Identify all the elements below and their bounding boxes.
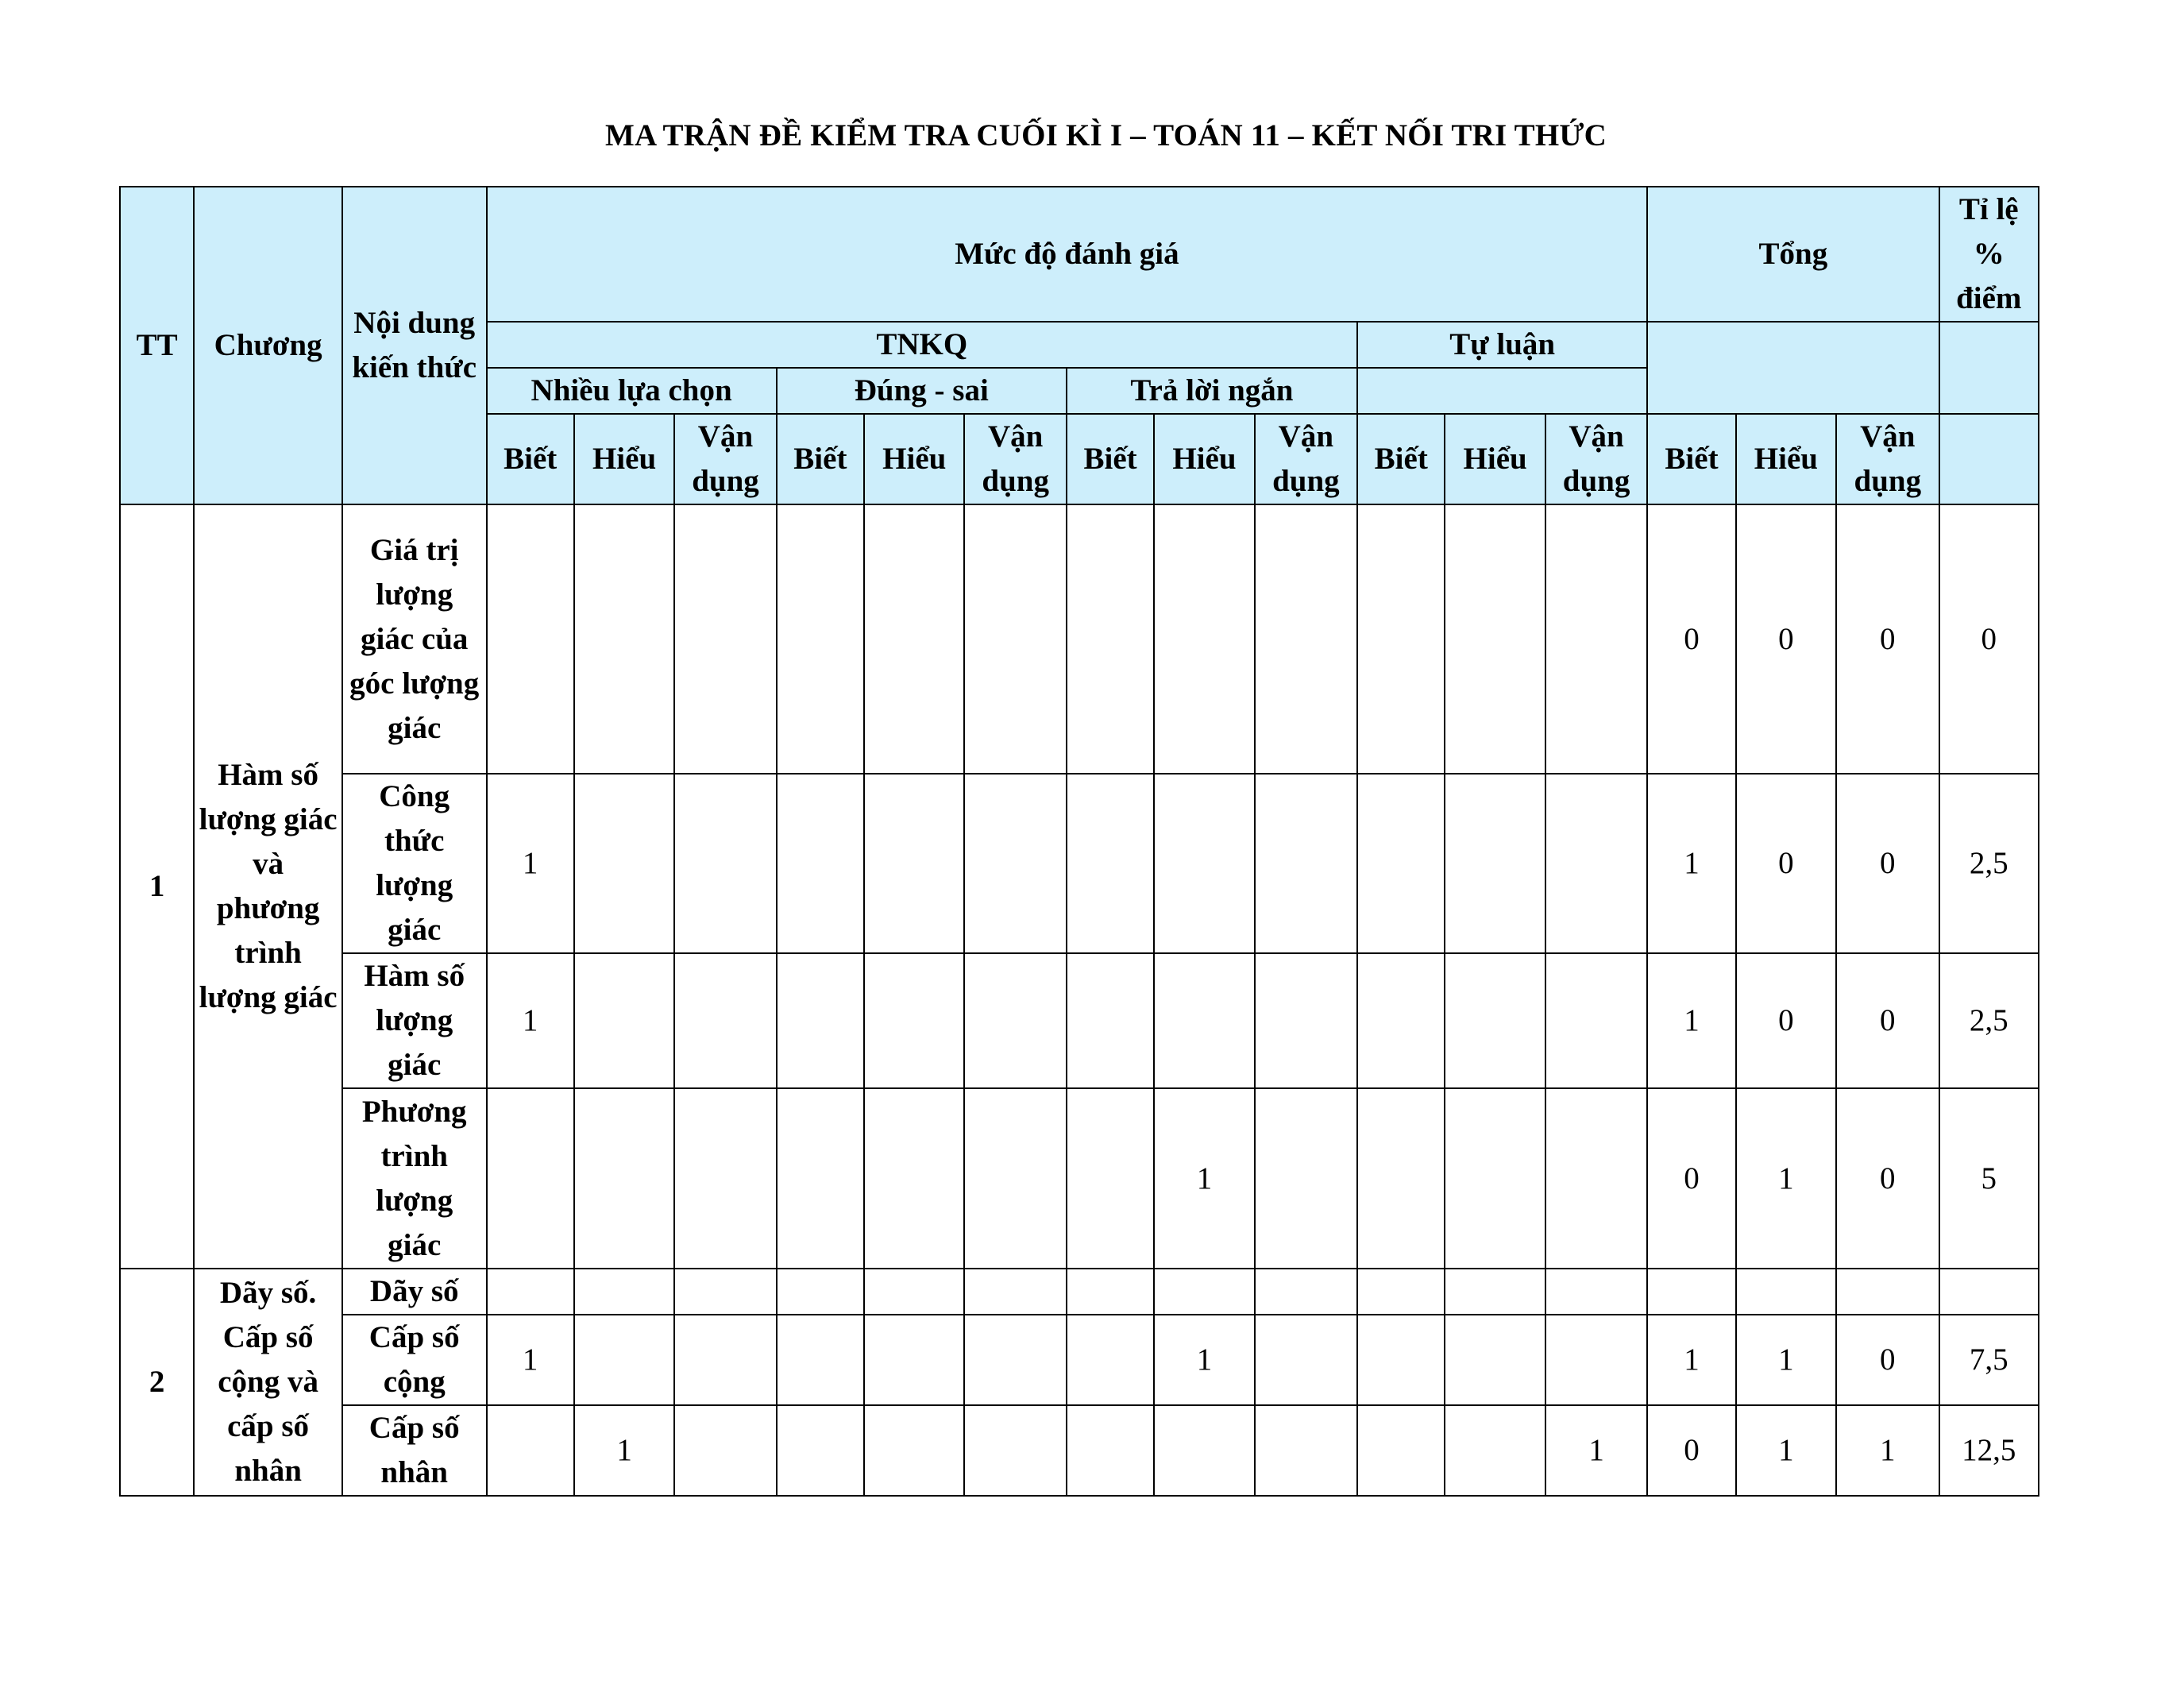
table-cell	[1357, 953, 1445, 1088]
topic-name: Công thức lượng giác	[342, 774, 487, 953]
table-cell	[1154, 504, 1254, 774]
header-ti-le-blank-2	[1939, 414, 2039, 504]
table-cell	[864, 1315, 964, 1405]
table-cell	[1154, 1269, 1254, 1315]
table-cell	[1445, 1315, 1545, 1405]
table-row	[120, 953, 2039, 1088]
table-cell	[1154, 774, 1254, 953]
table-cell: 0	[1836, 953, 1939, 1088]
header-level-van-dung: Vận dụng	[1836, 414, 1939, 504]
header-tt: TT	[120, 187, 194, 504]
topic-name: Hàm số lượng giác	[342, 953, 487, 1088]
table-cell	[1067, 953, 1154, 1088]
header-dung-sai: Đúng - sai	[777, 368, 1067, 414]
table-cell	[1545, 1269, 1647, 1315]
table-row	[120, 504, 2039, 774]
table-cell: 0	[1647, 1405, 1735, 1496]
header-level-biet: Biết	[777, 414, 864, 504]
table-cell	[1647, 1269, 1735, 1315]
chapter-name: Dãy số. Cấp số cộng và cấp số nhân	[194, 1269, 342, 1496]
table-cell	[964, 504, 1066, 774]
table-cell: 0	[1647, 504, 1735, 774]
header-level-biet: Biết	[1067, 414, 1154, 504]
table-cell	[1067, 1269, 1154, 1315]
header-level-biet: Biết	[487, 414, 574, 504]
table-cell	[574, 1269, 674, 1315]
table-cell	[1545, 1315, 1647, 1405]
table-cell	[964, 1315, 1066, 1405]
table-cell	[1545, 1088, 1647, 1269]
table-cell	[1445, 774, 1545, 953]
table-cell: 1	[1545, 1405, 1647, 1496]
table-cell	[574, 504, 674, 774]
table-cell	[487, 1405, 574, 1496]
table-cell: 1	[1154, 1315, 1254, 1405]
topic-name: Cấp số cộng	[342, 1315, 487, 1405]
table-cell	[487, 504, 574, 774]
header-tong: Tổng	[1647, 187, 1939, 322]
percent-cell: 2,5	[1939, 774, 2039, 953]
table-cell	[1255, 1088, 1357, 1269]
table-cell: 0	[1836, 1088, 1939, 1269]
table-cell: 1	[1647, 774, 1735, 953]
percent-cell: 2,5	[1939, 953, 2039, 1088]
table-cell: 1	[1736, 1405, 1836, 1496]
table-cell: 1	[1736, 1088, 1836, 1269]
table-cell	[964, 953, 1066, 1088]
table-cell: 1	[1647, 1315, 1735, 1405]
table-cell	[777, 504, 864, 774]
table-cell: 0	[1647, 1088, 1735, 1269]
header-level-hieu: Hiểu	[1154, 414, 1254, 504]
table-cell	[1067, 504, 1154, 774]
table-row	[120, 1088, 2039, 1269]
header-tnkq: TNKQ	[487, 322, 1358, 368]
table-cell	[777, 1088, 864, 1269]
table-cell	[1445, 1405, 1545, 1496]
table-cell	[674, 1315, 776, 1405]
table-row	[120, 1269, 2039, 1315]
table-cell	[1255, 504, 1357, 774]
table-cell	[1067, 1088, 1154, 1269]
table-cell: 0	[1736, 774, 1836, 953]
table-cell	[1255, 953, 1357, 1088]
table-cell	[1836, 1269, 1939, 1315]
table-cell	[487, 1269, 574, 1315]
table-cell	[1154, 953, 1254, 1088]
table-cell: 0	[1736, 504, 1836, 774]
header-level-biet: Biết	[1357, 414, 1445, 504]
table-cell	[574, 1088, 674, 1269]
header-level-van-dung: Vận dụng	[674, 414, 776, 504]
percent-cell: 7,5	[1939, 1315, 2039, 1405]
header-tu-luan: Tự luận	[1357, 322, 1647, 368]
chapter-name: Hàm số lượng giác và phương trình lượng giác	[194, 504, 342, 1269]
topic-name: Giá trị lượng giác của góc lượng giác	[342, 504, 487, 774]
table-cell	[864, 1088, 964, 1269]
table-cell	[1736, 1269, 1836, 1315]
percent-cell	[1939, 1269, 2039, 1315]
header-noi-dung: Nội dung kiến thức	[342, 187, 487, 504]
table-cell	[964, 1405, 1066, 1496]
table-cell	[574, 1315, 674, 1405]
table-cell	[1255, 1269, 1357, 1315]
table-cell: 1	[487, 774, 574, 953]
table-cell	[864, 774, 964, 953]
chapter-number: 2	[120, 1269, 194, 1496]
table-cell	[1067, 774, 1154, 953]
header-ti-le-blank	[1939, 322, 2039, 414]
header-level-hieu: Hiểu	[574, 414, 674, 504]
table-cell	[777, 953, 864, 1088]
table-cell	[674, 774, 776, 953]
percent-cell: 12,5	[1939, 1405, 2039, 1496]
table-cell: 1	[1836, 1405, 1939, 1496]
table-cell	[777, 774, 864, 953]
table-cell	[674, 1405, 776, 1496]
percent-cell: 0	[1939, 504, 2039, 774]
header-level-biet: Biết	[1647, 414, 1735, 504]
table-cell	[777, 1405, 864, 1496]
table-cell	[1357, 1269, 1445, 1315]
table-cell	[674, 1088, 776, 1269]
table-cell	[574, 953, 674, 1088]
table-cell	[1154, 1405, 1254, 1496]
table-cell	[574, 774, 674, 953]
header-row-1	[120, 187, 2039, 322]
header-ti-le: Tỉ lệ % điểm	[1939, 187, 2039, 322]
table-cell	[1357, 1315, 1445, 1405]
table-row	[120, 1315, 2039, 1405]
table-cell	[1445, 1269, 1545, 1315]
table-cell: 1	[487, 953, 574, 1088]
table-cell	[964, 774, 1066, 953]
table-cell	[1545, 774, 1647, 953]
table-cell: 1	[1647, 953, 1735, 1088]
table-cell	[864, 504, 964, 774]
table-cell	[674, 1269, 776, 1315]
table-cell	[1067, 1315, 1154, 1405]
table-cell: 1	[487, 1315, 574, 1405]
table-cell: 0	[1836, 1315, 1939, 1405]
topic-name: Phương trình lượng giác	[342, 1088, 487, 1269]
page-title: MA TRẬN ĐỀ KIỂM TRA CUỐI KÌ I – TOÁN 11 – KẾT NỐI TRI THỨC	[605, 118, 1607, 153]
table-cell	[1255, 774, 1357, 953]
table-cell	[1255, 1315, 1357, 1405]
header-chuong: Chương	[194, 187, 342, 504]
table-cell	[1255, 1405, 1357, 1496]
table-cell	[1445, 504, 1545, 774]
table-cell	[777, 1269, 864, 1315]
table-row	[120, 1405, 2039, 1496]
table-cell: 1	[1154, 1088, 1254, 1269]
header-level-hieu: Hiểu	[1445, 414, 1545, 504]
table-cell	[1545, 504, 1647, 774]
table-cell	[1445, 1088, 1545, 1269]
assessment-matrix-table	[119, 186, 2039, 1497]
table-cell	[864, 1405, 964, 1496]
table-cell	[674, 504, 776, 774]
table-cell	[964, 1088, 1066, 1269]
percent-cell: 5	[1939, 1088, 2039, 1269]
header-tu-luan-blank	[1357, 368, 1647, 414]
header-level-van-dung: Vận dụng	[964, 414, 1066, 504]
topic-name: Dãy số	[342, 1269, 487, 1315]
chapter-number: 1	[120, 504, 194, 1269]
table-cell	[1357, 504, 1445, 774]
topic-name: Cấp số nhân	[342, 1405, 487, 1496]
table-cell	[487, 1088, 574, 1269]
header-nhieu-lua-chon: Nhiều lựa chọn	[487, 368, 777, 414]
table-cell	[864, 953, 964, 1088]
table-cell	[1357, 1088, 1445, 1269]
header-level-hieu: Hiểu	[1736, 414, 1836, 504]
header-tong-blank	[1647, 322, 1939, 414]
table-cell: 1	[574, 1405, 674, 1496]
table-cell	[864, 1269, 964, 1315]
table-cell	[1067, 1405, 1154, 1496]
table-cell	[1445, 953, 1545, 1088]
table-cell: 0	[1736, 953, 1836, 1088]
table-cell	[1545, 953, 1647, 1088]
header-muc-do: Mức độ đánh giá	[487, 187, 1648, 322]
header-level-van-dung: Vận dụng	[1545, 414, 1647, 504]
table-cell	[674, 953, 776, 1088]
header-level-hieu: Hiểu	[864, 414, 964, 504]
table-cell: 0	[1836, 774, 1939, 953]
table-cell	[777, 1315, 864, 1405]
table-cell	[1357, 1405, 1445, 1496]
table-cell: 0	[1836, 504, 1939, 774]
table-cell	[964, 1269, 1066, 1315]
header-tra-loi-ngan: Trả lời ngắn	[1067, 368, 1357, 414]
header-level-van-dung: Vận dụng	[1255, 414, 1357, 504]
table-cell	[1357, 774, 1445, 953]
table-row	[120, 774, 2039, 953]
table-cell: 1	[1736, 1315, 1836, 1405]
